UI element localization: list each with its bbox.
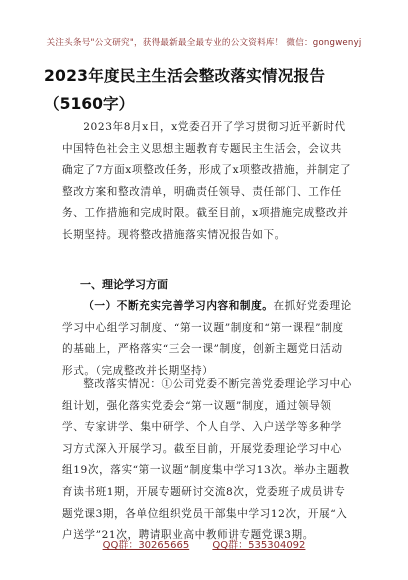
item-paragraph <box>62 296 352 382</box>
document-title: 2023年度民主生活会整改落实情况报告 <box>44 67 326 85</box>
footer-qq-group-1[interactable]: QQ群：30265665 <box>102 540 190 551</box>
footer <box>0 536 408 551</box>
status-paragraph: 整改落实情况：①公司党委不断完善党委理论学习中心组计划，强化落实党委会“第一议题”制度，通过领导领学、专家讲学、集中研学、个人自学、入户送学等多种学习方式深入开展学习。截至目前，开展党委理论学习中心组19次，落实“第一议题”制度集中学习13次。举办主题教育读书班1期，开展专题研讨交流8次，党委班子成员讲专题党课3期，各单位组织党员干部集中学习12次，开展“入户送学”21次，聘请职业高中教师讲专题党课3期。 <box>62 378 352 542</box>
item-body: 在抓好党委理论学习中心组学习制度、“第一议题”制度和“第一课程”制度的基础上，严格落实“三会一课”制度，创新主题党日活动形式。（完成整改并长期坚持） <box>62 300 352 377</box>
header-banner: 关注头条号"公文研究"，获得最新最全最专业的公文资料库！ 微信：gongwenyj <box>46 38 362 48</box>
document-title-wordcount: （5160字） <box>44 95 135 113</box>
section-heading: 一、理论学习方面 <box>80 278 168 291</box>
intro-paragraph: 2023年8月x日，x党委召开了学习贯彻习近平新时代中国特色社会主义思想主题教育专题民主生活会，会议共确定了7方面x项整改任务，形成了x项整改措施，并制定了整改方案和整改清单，明确责任领导、责任部门、工作任务、工作措施和完成时限。截至目前，x项措施完成整改并长期坚持。现将整改措施落实情况报告如下。 <box>62 121 352 241</box>
footer-qq-group-2[interactable]: QQ群：535304092 <box>212 540 306 551</box>
item-lead: （一）不断充实完善学习内容和制度。 <box>83 300 274 312</box>
